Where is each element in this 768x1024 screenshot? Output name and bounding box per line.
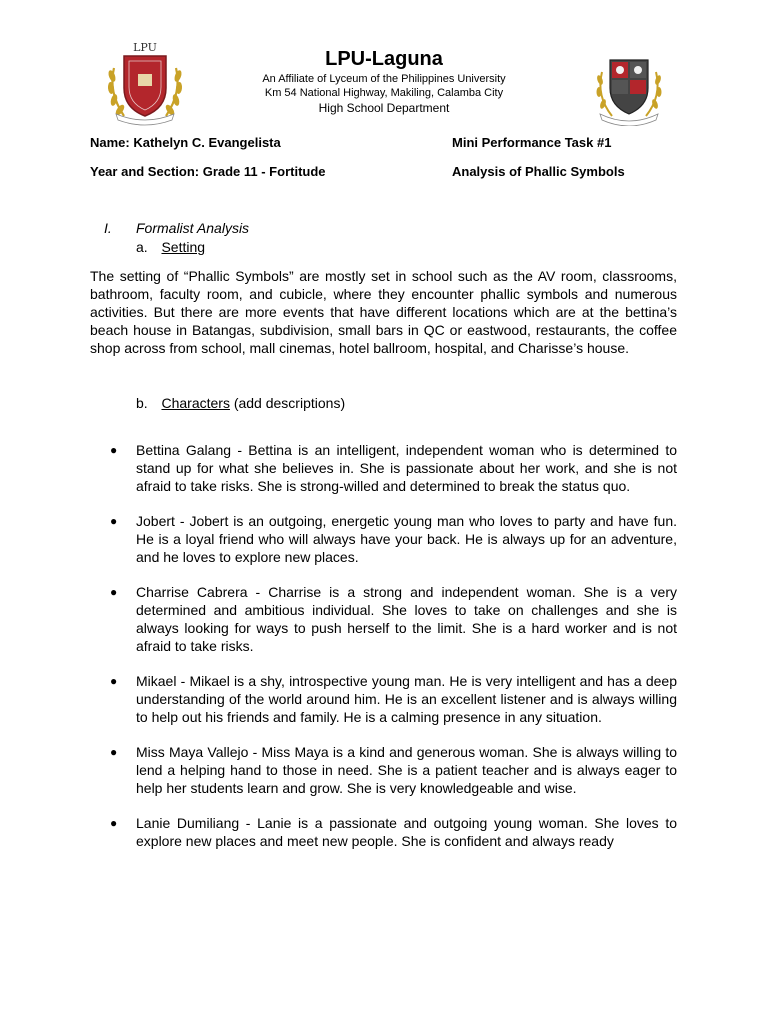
task-title: Mini Performance Task #1 xyxy=(452,135,612,150)
character-description: Mikael - Mikael is a shy, introspective young man. He is very intelligent and has a deep understanding of the world around him. He is an excellent listener and is always willing to help out his friends and family. He is a calming presence in any situation. xyxy=(136,673,677,725)
setting-paragraph: The setting of “Phallic Symbols” are mostly set in school such as the AV room, classrooms, bathroom, faculty room, and cubicle, where they encounter phallic symbols and numerous activities. But there are more events that have different locations which are at the bettina’s beach house in Batangas, subdivision, small bars in QC or eastwood, restaurants, the coffee shop across from school, mall cinemas, hotel ballroom, hospital, and Charisse’s house. xyxy=(90,268,677,356)
list-item xyxy=(110,743,677,797)
bullet-icon: ● xyxy=(110,514,118,528)
lpu-crest-logo xyxy=(104,40,186,126)
character-description: Charrise Cabrera - Charrise is a strong and independent woman. She is a very determined and ambitious individual. She loves to take on challenges and she is always looking for ways to push herself to the limit. She is a hard worker and is not afraid to take risks. xyxy=(136,584,677,654)
list-item xyxy=(110,583,677,655)
characters-list xyxy=(110,441,677,867)
setting-label: Setting xyxy=(161,239,206,255)
list-item xyxy=(110,672,677,726)
bullet-icon: ● xyxy=(110,674,118,688)
characters-note: (add descriptions) xyxy=(229,395,346,411)
bullet-icon: ● xyxy=(110,585,118,599)
student-name: Name: Kathelyn C. Evangelista xyxy=(90,135,281,150)
high-school-crest-logo xyxy=(594,54,664,126)
address-line: Km 54 National Highway, Makiling, Calamba City xyxy=(264,87,504,99)
lpu-logo-text: LPU xyxy=(133,41,157,54)
character-description: Jobert - Jobert is an outgoing, energetic young man who loves to party and have fun. He is a loyal friend who will always have your back. He is always up for an adventure, and he loves to explore new places. xyxy=(136,513,677,565)
character-description: Miss Maya Vallejo - Miss Maya is a kind and generous woman. She is always willing to lend a helping hand to those in need. She is a patient teacher and is always eager to help her students learn and grow. She is very knowledgeable and wise. xyxy=(136,744,677,796)
affiliate-line: An Affiliate of Lyceum of the Philippines University xyxy=(262,73,506,85)
section-numeral: I. xyxy=(104,220,112,236)
bullet-icon: ● xyxy=(110,443,118,457)
setting-heading xyxy=(136,238,205,256)
characters-label: Characters xyxy=(161,395,230,411)
characters-heading xyxy=(136,394,345,412)
year-section: Year and Section: Grade 11 - Fortitude xyxy=(90,164,326,179)
section-title: Formalist Analysis xyxy=(136,220,250,236)
school-header xyxy=(200,46,568,116)
analysis-title: Analysis of Phallic Symbols xyxy=(452,164,625,179)
list-item xyxy=(110,441,677,495)
list-item xyxy=(110,814,677,850)
characters-letter: b. xyxy=(136,395,148,411)
character-description: Bettina Galang - Bettina is an intelligent, independent woman who is determined to stand up for what she believes in. She is passionate about her work, and she is not afraid to take risks. She is strong-willed and determined to break the status quo. xyxy=(136,442,677,494)
list-item xyxy=(110,512,677,566)
setting-letter: a. xyxy=(136,239,148,255)
department-line: High School Department xyxy=(318,101,450,115)
bullet-icon: ● xyxy=(110,745,118,759)
university-title: LPU-Laguna xyxy=(325,48,443,70)
character-description: Lanie Dumiliang - Lanie is a passionate and outgoing young woman. She loves to explore new places and meet new people. She is confident and always ready xyxy=(136,815,677,849)
bullet-icon: ● xyxy=(110,816,118,830)
